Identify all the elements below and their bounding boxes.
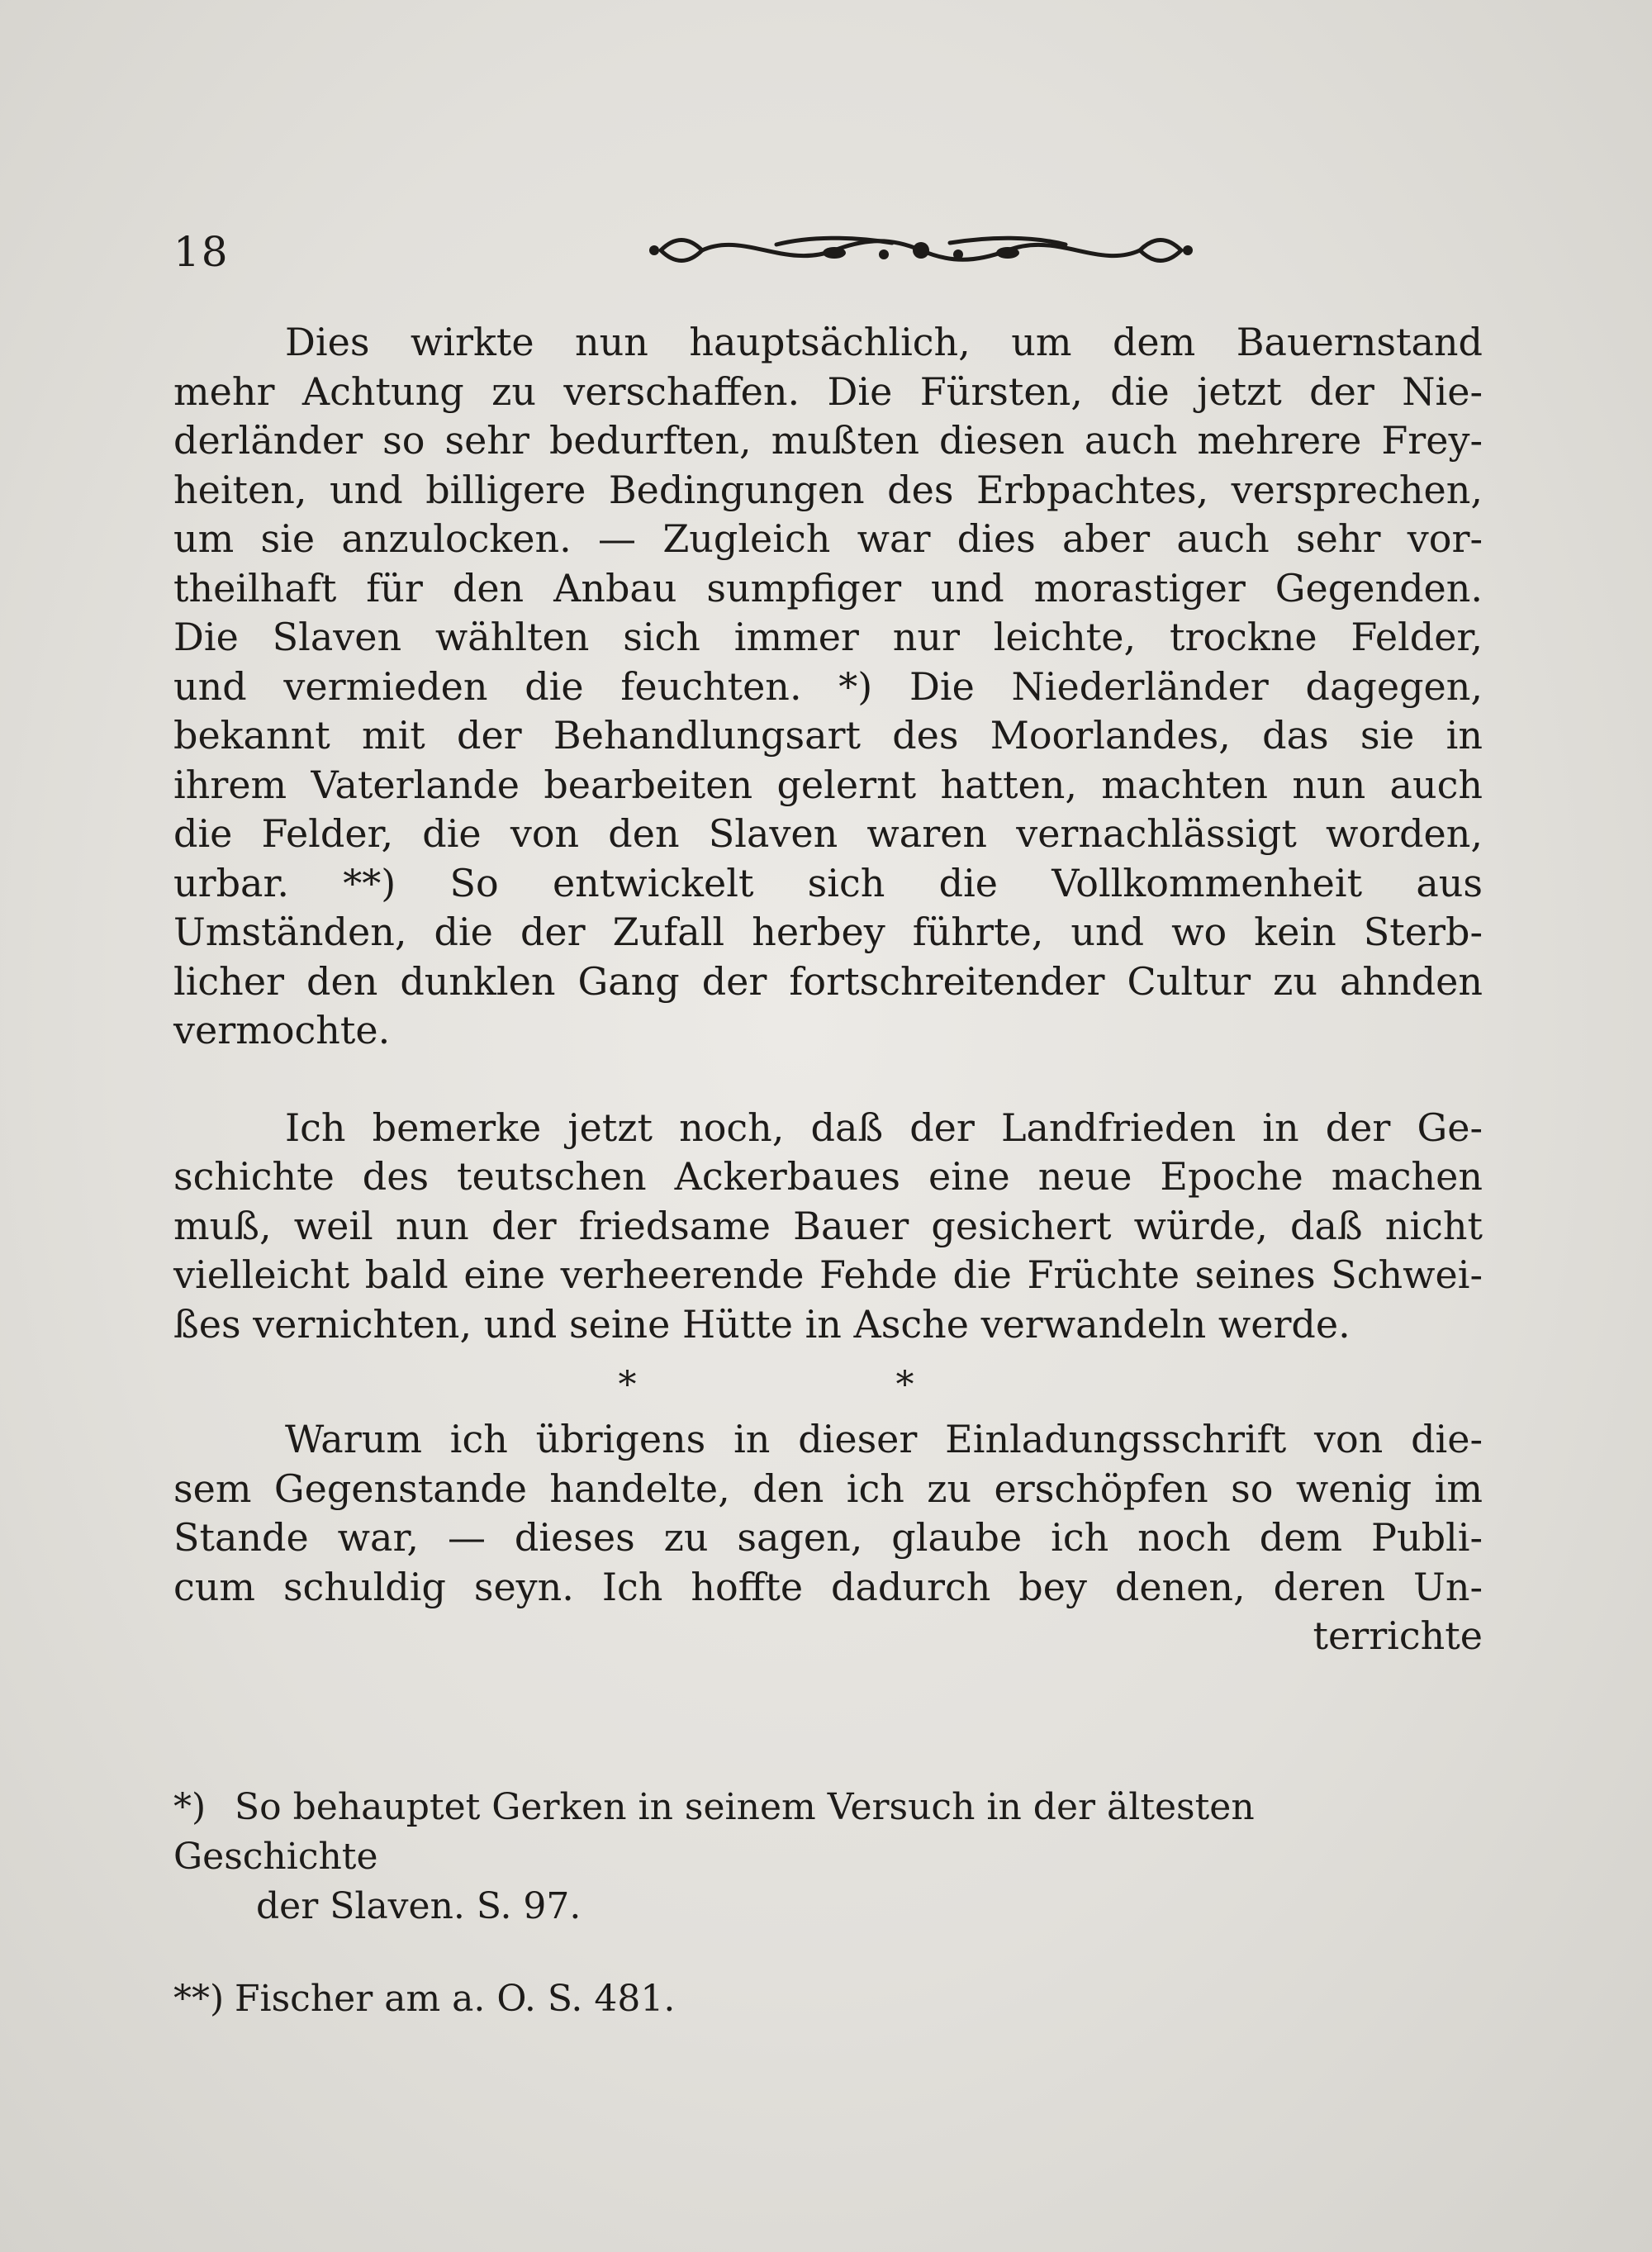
- paragraph: [173, 1104, 1483, 1350]
- paragraph: [173, 1415, 1483, 1612]
- catchword: terrichte: [1313, 1613, 1483, 1658]
- text-line: licher den dunklen Gang der fortschreitender Cultur zu ahnden: [173, 958, 1483, 1004]
- text-line: Dies wirkte nun hauptsächlich, um dem Bauernstand: [285, 320, 1483, 364]
- footnote-mark: *): [173, 1786, 206, 1828]
- footnote-text: der Slaven. S. 97.: [256, 1885, 582, 1927]
- footnote: [173, 1783, 1470, 1882]
- footnote: [173, 1974, 1470, 2024]
- text-line: die Felder, die von den Slaven waren vernachlässigt worden,: [173, 811, 1483, 856]
- footnotes: [173, 1783, 1470, 2024]
- page-number: 18: [173, 228, 230, 276]
- text-line: vermochte.: [173, 1008, 391, 1052]
- footnote-mark: **): [173, 1978, 225, 2020]
- text-line: Die Slaven wählten sich immer nur leichte, trockne Felder,: [173, 615, 1483, 659]
- text-line: ihrem Vaterlande bearbeiten gelernt hatten, machten nun auch: [173, 762, 1483, 807]
- text-line: sem Gegenstande handelte, den ich zu erschöpfen so wenig im: [173, 1466, 1483, 1511]
- footnote-text: So behauptet Gerken in seinem Versuch in der ältesten Geschichte: [173, 1786, 1255, 1878]
- text-line: Ich bemerke jetzt noch, daß der Landfrieden in der Ge-: [285, 1105, 1483, 1150]
- text-line: mehr Achtung zu verschaffen. Die Fürsten, die jetzt der Nie-: [173, 368, 1483, 414]
- text-line: bekannt mit der Behandlungsart des Moorlandes, das sie in: [173, 713, 1483, 758]
- decorative-vignette-icon: [644, 221, 1198, 279]
- text-line: Umständen, die der Zufall herbey führte, und wo kein Sterb-: [173, 910, 1483, 954]
- text-line: cum schuldig seyn. Ich hoffte dadurch bey denen, deren Un-: [173, 1564, 1483, 1609]
- text-line: derländer so sehr bedurften, mußten diesen auch mehrere Frey-: [173, 418, 1483, 463]
- paragraph: [173, 318, 1483, 1056]
- text-line: heiten, und billigere Bedingungen des Erbpachtes, versprechen,: [173, 467, 1483, 512]
- page-header: [173, 221, 1479, 287]
- text-line: urbar. **) So entwickelt sich die Vollkommenheit aus: [173, 860, 1483, 905]
- text-line: und vermieden die feuchten. *) Die Niederländer dagegen,: [173, 663, 1483, 709]
- text-line: vielleicht bald eine verheerende Fehde die Früchte seines Schwei-: [173, 1252, 1483, 1297]
- text-line: Stande war, — dieses zu sagen, glaube ich noch dem Publi-: [173, 1515, 1483, 1560]
- footnote-text: Fischer am a. O. S. 481.: [235, 1978, 676, 2020]
- text-line: theilhaft für den Anbau sumpfiger und morastiger Gegenden.: [173, 565, 1483, 611]
- text-line: Warum ich übrigens in dieser Einladungsschrift von die-: [285, 1417, 1483, 1461]
- text-line: muß, weil nun der friedsame Bauer gesichert würde, daß nicht: [173, 1203, 1483, 1248]
- main-text: [173, 318, 1483, 1661]
- text-line: ßes vernichten, und seine Hütte in Asche verwandeln werde.: [173, 1301, 1351, 1347]
- text-line: um sie anzulocken. — Zugleich war dies aber auch sehr vor-: [173, 516, 1483, 561]
- section-divider: * *: [618, 1364, 1038, 1406]
- text-line: schichte des teutschen Ackerbaues eine neue Epoche machen: [173, 1154, 1483, 1199]
